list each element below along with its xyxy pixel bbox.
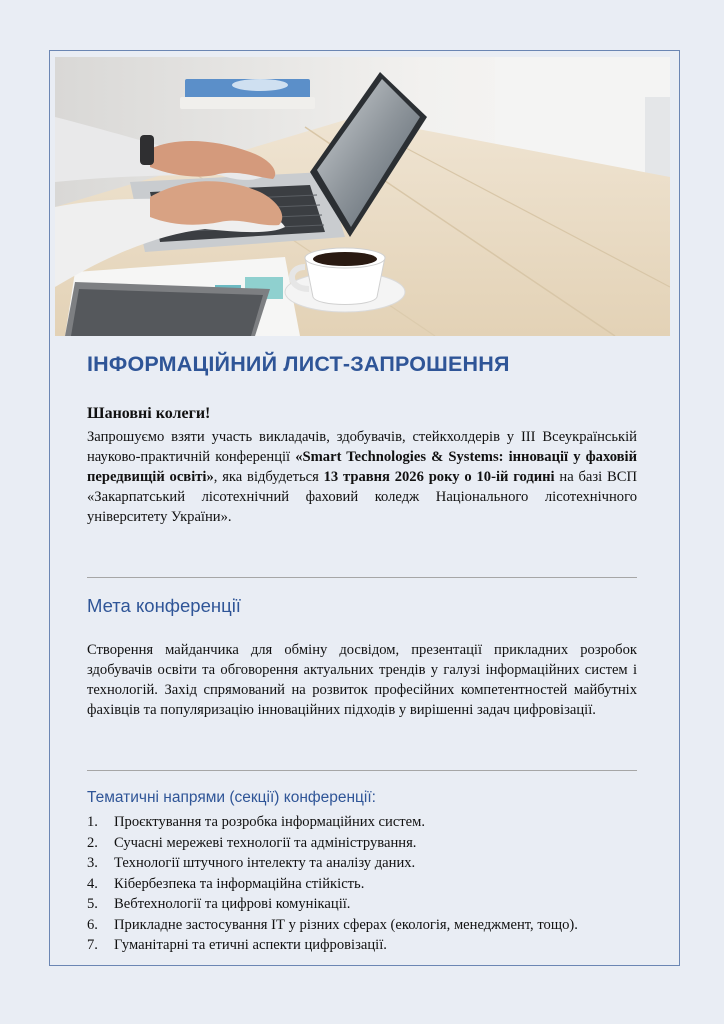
list-item xyxy=(87,935,667,956)
intro-text-1: Запрошуємо взяти участь викладачів, здобувачів, стейкхолдерів у ІІІ Всеукраїнській науково-практичній конференції xyxy=(87,429,637,465)
list-item-text: Гуманітарні та етичні аспекти цифровізації. xyxy=(114,937,387,953)
divider xyxy=(87,770,637,771)
intro-paragraph xyxy=(87,427,637,527)
list-item-text: Сучасні мережеві технології та адміністрування. xyxy=(114,834,417,851)
list-item xyxy=(87,853,667,874)
list-item-number: 2. xyxy=(87,834,98,851)
divider xyxy=(87,577,637,578)
list-item-number: 6. xyxy=(87,916,98,933)
list-item-number: 5. xyxy=(87,896,98,912)
list-item-text: Кібербезпека та інформаційна стійкість. xyxy=(114,875,365,892)
greeting: Шановні колеги! xyxy=(87,405,211,422)
aim-paragraph: Створення майданчика для обміну досвідом, презентації прикладних розробок здобувачів освіти та обговорення актуальних трендів у галузі інформаційних систем і технологій. Захід спрямований на розвиток професійних компетентностей майбутніх фахівців та популяризацію інноваційних підходів у вирішенні задач цифровізації. xyxy=(87,642,637,718)
intro-text-3: на базі ВСП «Закарпатський лісотехнічний фаховий коледж Національного лісотехнічного університету України». xyxy=(87,469,637,525)
list-item xyxy=(87,874,667,895)
list-item-text: Проєктування та розробка інформаційних систем. xyxy=(114,814,426,830)
list-item xyxy=(87,894,667,915)
list-item-text: Технології штучного інтелекту та аналізу даних. xyxy=(114,855,416,871)
aim-heading: Мета конференції xyxy=(87,595,241,616)
page-title: ІНФОРМАЦІЙНИЙ ЛИСТ-ЗАПРОШЕННЯ xyxy=(87,352,510,376)
list-item-text: Вебтехнології та цифрові комунікації. xyxy=(114,896,351,912)
intro-text-2: , яка відбудеться xyxy=(213,469,324,485)
laptop-desk-photo xyxy=(55,57,670,336)
list-item xyxy=(87,833,667,854)
list-item-text: Прикладне застосування ІТ у різних сферах (екологія, менеджмент, тощо). xyxy=(114,916,578,933)
list-item-number: 4. xyxy=(87,875,98,892)
list-item-number: 7. xyxy=(87,937,98,953)
conference-title: «Smart Technologies & Systems: інновації у фаховій передвищій освіті» xyxy=(87,449,637,485)
list-item xyxy=(87,915,667,936)
list-item-number: 3. xyxy=(87,855,98,871)
conference-date: 13 травня 2026 року о 10-ій годині xyxy=(323,469,555,485)
sections-list xyxy=(87,812,667,956)
list-item-number: 1. xyxy=(87,814,98,830)
sections-heading: Тематичні напрями (секції) конференції: xyxy=(87,789,376,806)
list-item xyxy=(87,812,667,833)
